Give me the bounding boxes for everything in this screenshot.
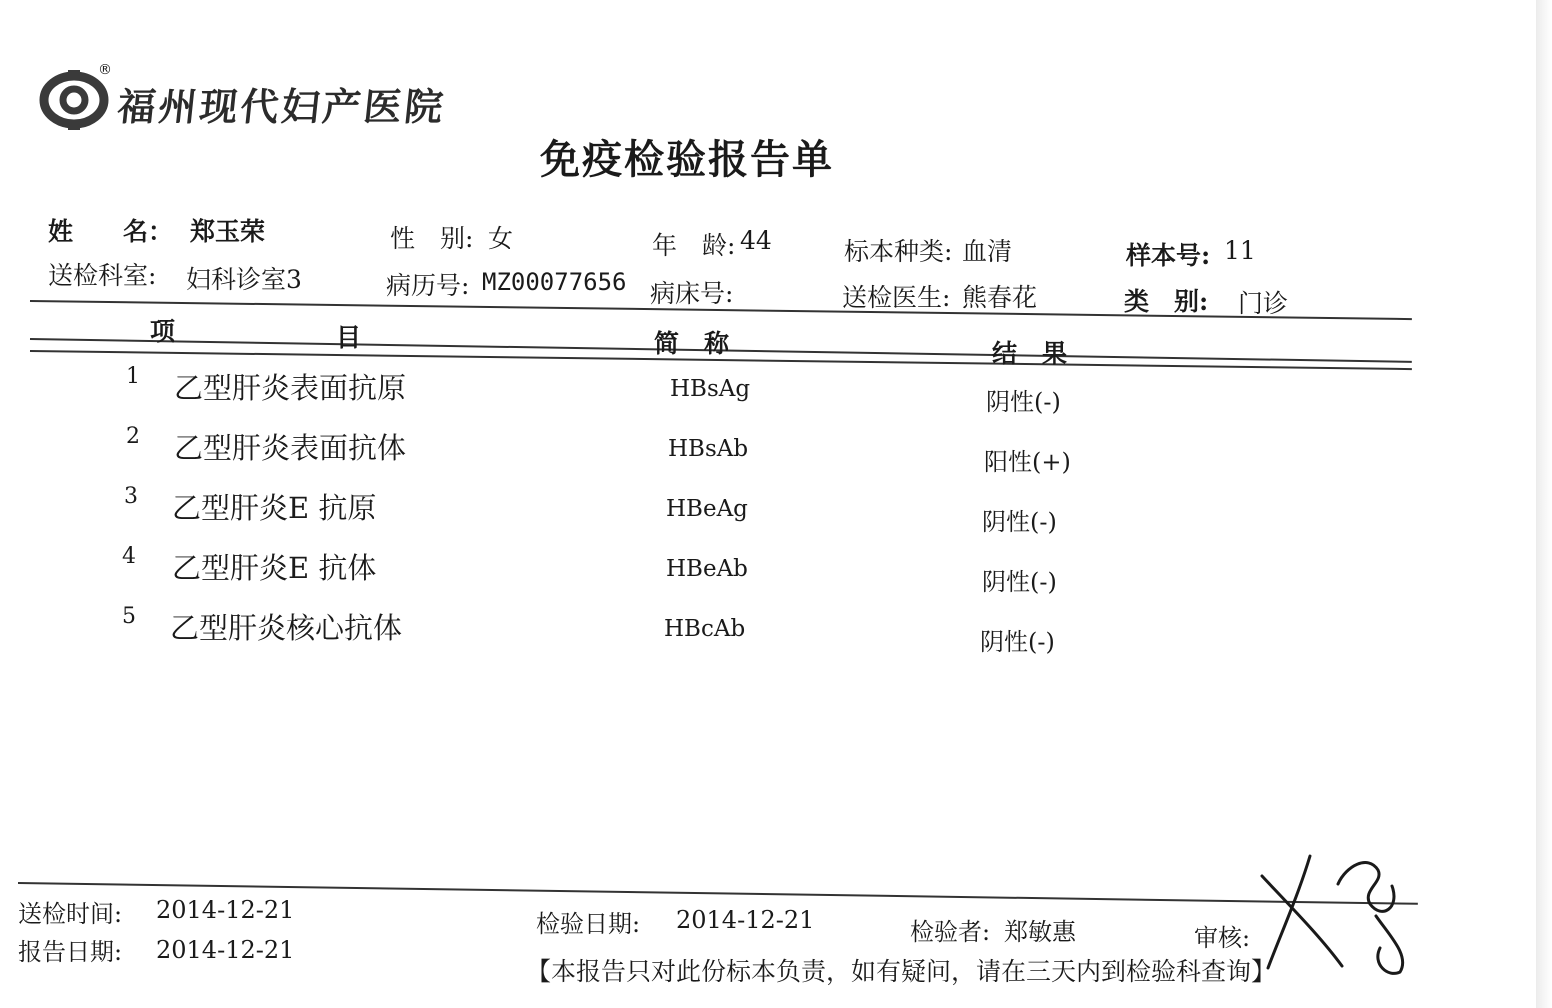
- submit-time-value: 2014-12-21: [156, 896, 295, 924]
- tester-label: 检验者:: [910, 918, 991, 946]
- table-row-4-no: 4: [122, 544, 136, 569]
- category-label: 类 别:: [1124, 287, 1209, 316]
- table-row-1-abbr: HBsAg: [670, 376, 751, 402]
- disclaimer-notice: 【本报告只对此份标本负责，如有疑问，请在三天内到检验科查询】: [526, 957, 1277, 986]
- patient-name: 郑玉荣: [190, 217, 266, 246]
- table-row-5-item: 乙型肝炎核心抗体: [170, 611, 403, 645]
- table-row-1-result: 阴性(-): [986, 388, 1061, 416]
- dept-value: 妇科诊室3: [186, 265, 302, 294]
- table-row-1-item: 乙型肝炎表面抗原: [174, 371, 407, 405]
- dept-label: 送检科室:: [48, 261, 157, 290]
- age-value: 44: [740, 226, 772, 255]
- table-row-5-no: 5: [122, 604, 136, 629]
- bed-label: 病床号:: [650, 279, 734, 308]
- sample-no-value: 11: [1224, 236, 1256, 265]
- table-row-5-result: 阴性(-): [980, 628, 1055, 656]
- sex-value: 女: [488, 224, 514, 253]
- table-row-4-item: 乙型肝炎E 抗体: [172, 551, 377, 585]
- hospital-name: 福州现代妇产医院: [115, 85, 448, 129]
- report-date-label: 报告日期:: [18, 938, 123, 966]
- report-date-value: 2014-12-21: [156, 936, 295, 964]
- doctor-value: 熊春花: [962, 283, 1038, 312]
- specimen-label: 标本种类:: [844, 237, 953, 266]
- column-header-item-a: 项: [150, 317, 176, 346]
- table-row-5-abbr: HBcAb: [664, 616, 746, 642]
- record-value: MZ00077656: [482, 268, 627, 296]
- reviewer-signature: [1250, 846, 1430, 978]
- table-row-2-item: 乙型肝炎表面抗体: [174, 431, 407, 465]
- column-header-item-b: 目: [336, 323, 362, 352]
- doctor-label: 送检医生:: [842, 283, 951, 312]
- record-label: 病历号:: [386, 271, 470, 300]
- report-title: 免疫检验报告单: [540, 137, 834, 183]
- table-row-3-abbr: HBeAg: [666, 496, 748, 522]
- table-row-4-abbr: HBeAb: [666, 556, 748, 582]
- tester-value: 郑敏惠: [1004, 918, 1076, 946]
- column-header-abbr: 简 称: [654, 329, 730, 358]
- reviewer-label: 审核:: [1194, 924, 1251, 952]
- age-label: 年 龄:: [652, 231, 736, 260]
- table-row-3-item: 乙型肝炎E 抗原: [172, 491, 377, 525]
- test-date-label: 检验日期:: [536, 910, 641, 938]
- table-row-2-result: 阳性(+): [984, 448, 1071, 476]
- test-date-value: 2014-12-21: [676, 906, 815, 934]
- table-row-2-abbr: HBsAb: [668, 436, 749, 462]
- submit-time-label: 送检时间:: [18, 900, 123, 928]
- sex-label: 性 别:: [390, 224, 474, 253]
- specimen-value: 血清: [962, 237, 1013, 266]
- table-row-3-no: 3: [124, 484, 138, 509]
- patient-name-label: 姓 名：: [48, 217, 174, 246]
- category-value: 门诊: [1238, 289, 1289, 318]
- table-row-4-result: 阴性(-): [982, 568, 1057, 596]
- table-row-3-result: 阴性(-): [982, 508, 1057, 536]
- table-row-1-no: 1: [126, 364, 140, 389]
- sample-no-label: 样本号:: [1126, 241, 1211, 270]
- column-header-result: 结 果: [992, 339, 1068, 368]
- registered-mark: ®: [98, 62, 112, 78]
- paper-edge: [1536, 0, 1552, 1008]
- table-row-2-no: 2: [126, 424, 140, 449]
